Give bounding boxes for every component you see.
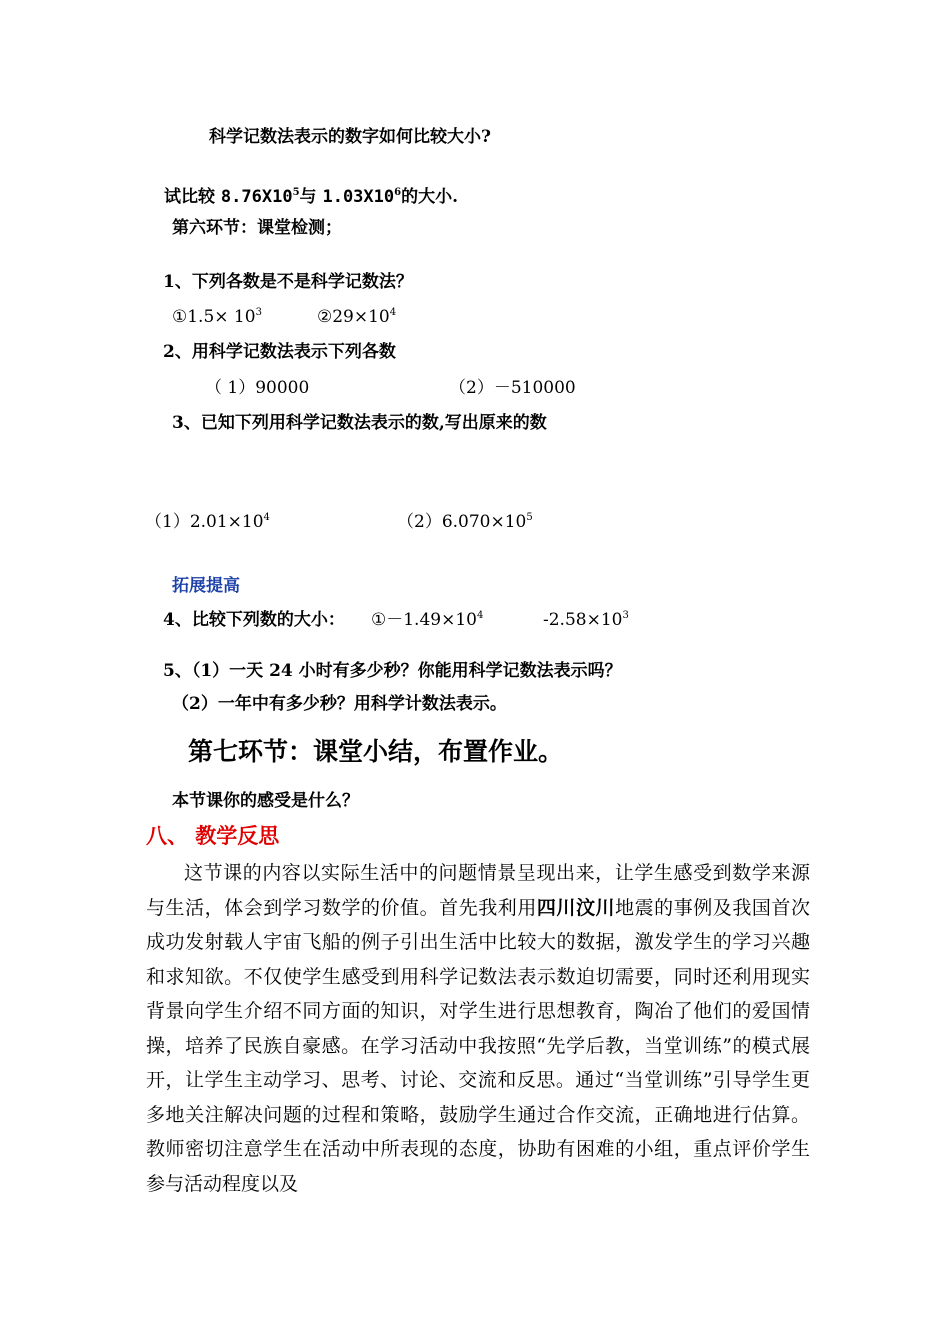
q4-label: 4、比较下列数的大小：: [163, 610, 345, 630]
extension-title: 拓展提高: [172, 576, 240, 596]
q2-item2: （2）－510000: [449, 378, 576, 398]
q1-title: 1、下列各数是不是科学记数法？: [163, 272, 413, 292]
q3-title: 3、已知下列用科学记数法表示的数,写出原来的数: [172, 413, 547, 433]
q3-item1: $(1)2.01\times 10^4$: [145, 512, 270, 532]
q4-item2: $-2.58\times 10^3$: [543, 610, 629, 630]
section8-title: 八、 教学反思: [146, 823, 280, 848]
q4-item1: $①-1.49\times 10^4$: [371, 610, 484, 630]
compare-question: 试比较 $8.76X10^5$与 $1.03X10^6$的大小.: [164, 187, 459, 207]
q1-item1: ①1.5× $10^3$: [172, 307, 262, 327]
summary-question: 本节课你的感受是什么？: [172, 791, 359, 811]
question-title: 科学记数法表示的数字如何比较大小?: [209, 127, 491, 147]
q3-item2: $(2)6.070\times 10^5$: [397, 512, 533, 532]
q1-item2: $②29\times 10^4$: [317, 307, 397, 327]
section6-title: 第六环节：课堂检测；: [172, 218, 342, 238]
q2-item1: （ 1）90000: [205, 378, 310, 398]
q2-title: 2、用科学记数法表示下列各数: [163, 342, 396, 362]
reflection-highlight: 四川汶川: [536, 896, 616, 919]
q5-line2: （2）一年中有多少秒？用科学计数法表示。: [172, 694, 507, 714]
q5-line1: 5、（1）一天 24 小时有多少秒？你能用科学记数法表示吗？: [163, 661, 622, 681]
section7-title: 第七环节：课堂小结，布置作业。: [188, 737, 564, 766]
reflection-paragraph: 这节课的内容以实际生活中的问题情景呈现出来，让学生感受到数学来源与生活，体会到学习数学的价值。首先我利用四川汶川地震的事例及我国首次成功发射载人宇宙飞船的例子引出生活中比较大的数据，激发学生的学习兴趣和求知欲。不仅使学生感受到用科学记数法表示数迫切需要，同时还利用现实背景向学生介绍不同方面的知识，对学生进行思想教育，陶冶了他们的爱国情操，培养了民族自豪感。在学习活动中我按照“先学后教，当堂训练”的模式展开，让学生主动学习、思考、讨论、交流和反思。通过“当堂训练”引导学生更多地关注解决问题的过程和策略，鼓励学生通过合作交流，正确地进行估算。教师密切注意学生在活动中所表现的态度，协助有困难的小组，重点评价学生参与活动程度以及: [146, 862, 810, 1195]
